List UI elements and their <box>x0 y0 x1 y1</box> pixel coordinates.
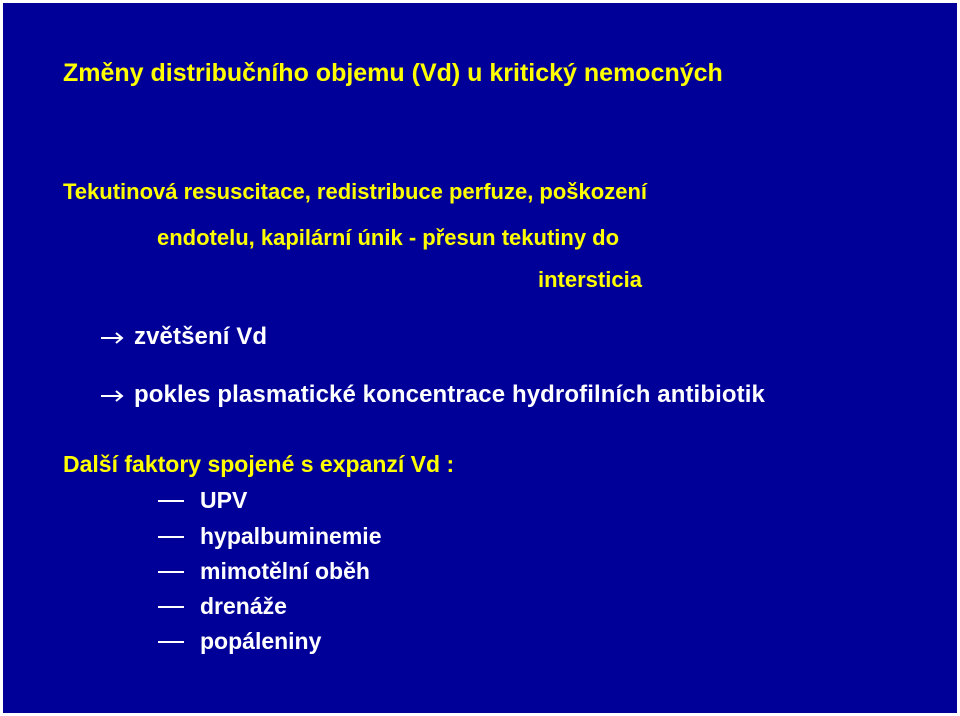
factor-text: drenáže <box>200 593 287 619</box>
dash-bullet-icon <box>158 500 184 502</box>
arrow-right-icon <box>100 332 124 344</box>
dash-bullet-icon <box>158 536 184 538</box>
dash-bullet-icon <box>158 571 184 573</box>
factor-item <box>158 487 247 514</box>
dash-bullet-icon <box>158 641 184 643</box>
factor-text: UPV <box>200 487 248 513</box>
factor-text: mimotělní oběh <box>200 558 370 584</box>
cause-line-1: Tekutinová resuscitace, redistribuce perfuze, poškození <box>63 179 647 204</box>
factor-item <box>158 558 370 585</box>
cause-line-3: intersticia <box>538 267 642 292</box>
arrow-right-icon <box>100 390 124 402</box>
factor-text: popáleniny <box>200 628 322 654</box>
factors-heading: Další faktory spojené s expanzí Vd : <box>63 451 455 477</box>
dash-bullet-icon <box>158 606 184 608</box>
slide-title: Změny distribučního objemu (Vd) u kritický nemocných <box>63 59 723 87</box>
factor-item <box>158 628 321 655</box>
factor-item <box>158 523 381 550</box>
slide <box>3 3 957 713</box>
effect-text: zvětšení Vd <box>134 323 268 350</box>
cause-line-2: endotelu, kapilární únik - přesun tekutiny do <box>157 225 620 250</box>
effect-text: pokles plasmatické koncentrace hydrofilních antibiotik <box>134 381 765 408</box>
factor-item <box>158 593 287 620</box>
effect-item <box>100 381 765 409</box>
effect-item <box>100 323 267 351</box>
factor-text: hypalbuminemie <box>200 523 382 549</box>
